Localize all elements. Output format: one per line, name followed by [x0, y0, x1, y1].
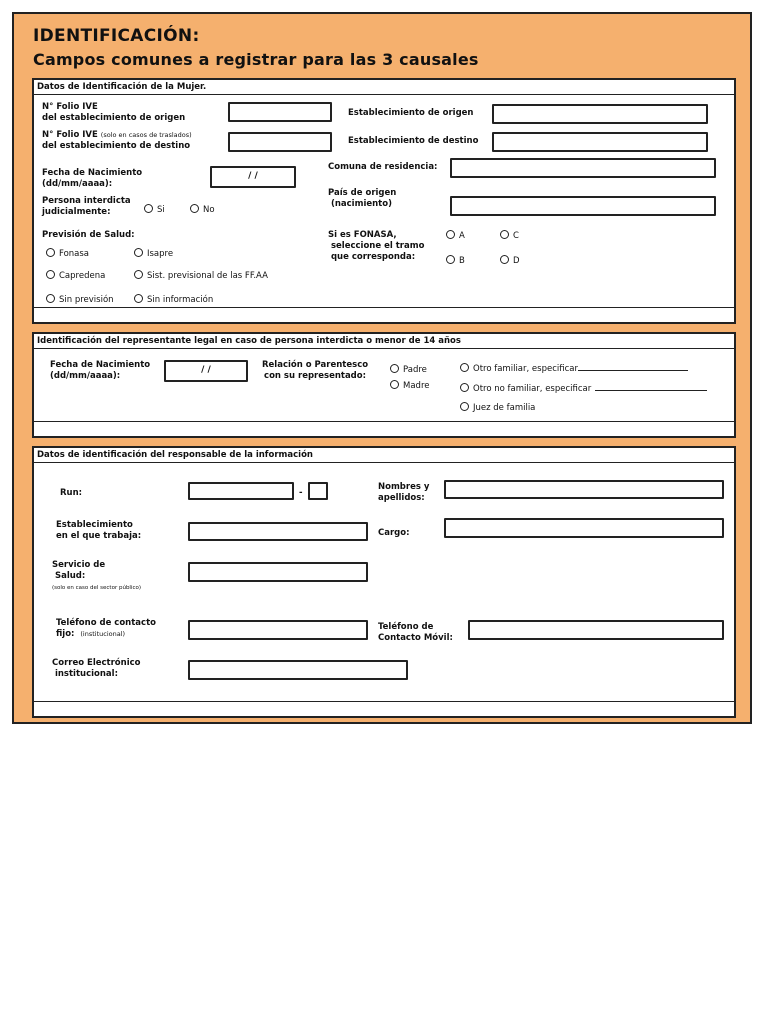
folio-origen-input[interactable]: [228, 102, 332, 122]
tramo-a-label: A: [459, 231, 465, 241]
fecha-nacimiento-label-l2: (dd/mm/aaaa):: [42, 179, 113, 189]
relacion-label-l1: Relación o Parentesco: [262, 360, 369, 370]
rel-otro-familiar-label: Otro familiar, especificar: [473, 364, 578, 374]
folio-destino-label-l1: N° Folio IVE: [42, 130, 98, 140]
radio-circle: [460, 383, 469, 392]
establecimiento-label: [56, 520, 141, 542]
radio-circle: [500, 255, 509, 264]
tel-fijo-input[interactable]: [188, 620, 368, 640]
rel-otro-familiar-line[interactable]: [578, 362, 688, 371]
run-input[interactable]: [188, 482, 294, 500]
section-responsable-title: Datos de identificación del responsable de la información: [34, 448, 734, 463]
correo-label-l2: institucional:: [54, 669, 118, 679]
folio-origen-label: [42, 102, 185, 124]
rep-fecha-input[interactable]: / /: [164, 360, 248, 382]
pais-origen-input[interactable]: [450, 196, 716, 216]
prevision-ffaa-radio[interactable]: [134, 270, 268, 281]
prevision-capredena-label: Capredena: [59, 271, 106, 281]
rep-fecha-label: [50, 360, 150, 382]
comuna-input[interactable]: [450, 158, 716, 178]
relacion-label: [262, 360, 368, 382]
tramo-c-radio[interactable]: [500, 230, 519, 241]
folio-destino-input[interactable]: [228, 132, 332, 152]
tel-movil-label-l2: Contacto Móvil:: [378, 633, 453, 643]
rel-juez-label: Juez de familia: [473, 403, 536, 413]
est-destino-label: Establecimiento de destino: [348, 136, 479, 146]
cargo-label: Cargo:: [378, 528, 410, 538]
correo-label-l1: Correo Electrónico: [52, 658, 141, 668]
est-destino-input[interactable]: [492, 132, 708, 152]
prevision-sin-prevision-label: Sin previsión: [59, 295, 114, 305]
est-origen-input[interactable]: [492, 104, 708, 124]
tel-fijo-label-l1: Teléfono de contacto: [56, 618, 156, 628]
fecha-nacimiento-input[interactable]: / /: [210, 166, 296, 188]
folio-destino-note: (solo en casos de traslados): [100, 131, 192, 139]
rel-madre-radio[interactable]: [390, 380, 429, 391]
interdicta-label-l2: judicialmente:: [42, 207, 111, 217]
tel-movil-label-l1: Teléfono de: [378, 622, 434, 632]
tel-fijo-note: (institucional): [80, 630, 126, 638]
tramo-b-label: B: [459, 256, 465, 266]
radio-circle: [460, 402, 469, 411]
section-representante-footer: [34, 421, 734, 422]
rel-otro-no-familiar-radio[interactable]: [460, 382, 707, 394]
rel-madre-label: Madre: [403, 381, 430, 391]
pais-origen-label-l1: País de origen: [328, 188, 397, 198]
tel-fijo-label-l2: fijo:: [56, 629, 75, 639]
servicio-salud-label: [52, 560, 141, 594]
tel-fijo-label: [56, 618, 156, 640]
rel-padre-radio[interactable]: [390, 364, 427, 375]
rel-padre-label: Padre: [403, 365, 427, 375]
prevision-isapre-label: Isapre: [147, 249, 174, 259]
correo-label: [52, 658, 141, 680]
servicio-salud-label-l2: Salud:: [54, 571, 86, 581]
servicio-salud-label-l1: Servicio de: [52, 560, 106, 570]
rep-fecha-label-l1: Fecha de Nacimiento: [50, 360, 151, 370]
page-subtitle: Campos comunes a registrar para las 3 causales: [33, 50, 479, 69]
run-label: Run:: [60, 488, 83, 498]
fecha-nacimiento-label: [42, 168, 142, 190]
radio-circle: [446, 230, 455, 239]
interdicta-si-label: Si: [157, 205, 165, 215]
prevision-fonasa-radio[interactable]: [46, 248, 89, 259]
correo-input[interactable]: [188, 660, 408, 680]
tramo-a-radio[interactable]: [446, 230, 465, 241]
radio-circle: [46, 294, 55, 303]
tramo-b-radio[interactable]: [446, 255, 465, 266]
establecimiento-label-l2: en el que trabaja:: [56, 531, 142, 541]
prevision-sin-prevision-radio[interactable]: [46, 294, 114, 305]
tramo-c-label: C: [513, 231, 519, 241]
radio-circle: [390, 380, 399, 389]
interdicta-no-label: No: [203, 205, 215, 215]
radio-circle: [46, 270, 55, 279]
rel-otro-no-familiar-label: Otro no familiar, especificar: [473, 384, 592, 394]
pais-origen-label-l2: (nacimiento): [330, 199, 392, 209]
folio-destino-label: [42, 130, 192, 152]
tramo-label-l2: seleccione el tramo: [330, 241, 425, 251]
prevision-capredena-radio[interactable]: [46, 270, 105, 281]
prevision-ffaa-label: Sist. previsional de las FF.AA: [147, 271, 268, 281]
est-origen-label: Establecimiento de origen: [348, 108, 474, 118]
run-dv-input[interactable]: [308, 482, 328, 500]
tel-movil-input[interactable]: [468, 620, 724, 640]
rel-otro-familiar-radio[interactable]: [460, 362, 688, 374]
establecimiento-input[interactable]: [188, 522, 368, 541]
establecimiento-label-l1: Establecimiento: [56, 520, 133, 530]
tel-movil-label: [378, 622, 453, 644]
radio-circle: [390, 364, 399, 373]
radio-circle: [134, 270, 143, 279]
prevision-sin-info-radio[interactable]: [134, 294, 213, 305]
interdicta-label-l1: Persona interdicta: [42, 196, 131, 206]
rep-fecha-label-l2: (dd/mm/aaaa):: [50, 371, 121, 381]
radio-circle: [144, 204, 153, 213]
relacion-label-l2: con su representado:: [264, 371, 367, 381]
prevision-label: Previsión de Salud:: [42, 230, 135, 240]
interdicta-si-radio[interactable]: [144, 204, 165, 215]
nombres-label-l1: Nombres y: [378, 482, 430, 492]
folio-origen-label-l1: N° Folio IVE: [42, 102, 98, 112]
section-mujer-title: Datos de Identificación de la Mujer.: [34, 80, 734, 95]
rel-juez-radio[interactable]: [460, 402, 535, 413]
servicio-salud-note: (solo en caso del sector público): [52, 585, 142, 591]
folio-origen-label-l2: del establecimiento de origen: [42, 113, 186, 123]
prevision-fonasa-label: Fonasa: [59, 249, 90, 259]
cargo-input[interactable]: [444, 518, 724, 538]
nombres-input[interactable]: [444, 480, 724, 499]
section-representante-title: Identificación del representante legal en caso de persona interdicta o menor de 14 años: [34, 334, 734, 349]
tramo-label-l3: que corresponda:: [330, 252, 416, 262]
radio-circle: [190, 204, 199, 213]
radio-circle: [500, 230, 509, 239]
tramo-label-l1: Si es FONASA,: [328, 230, 397, 240]
radio-circle: [446, 255, 455, 264]
servicio-salud-input[interactable]: [188, 562, 368, 582]
prevision-isapre-radio[interactable]: [134, 248, 173, 259]
interdicta-label: [42, 196, 131, 218]
radio-circle: [460, 363, 469, 372]
rel-otro-no-familiar-line[interactable]: [595, 382, 707, 391]
radio-circle: [134, 248, 143, 257]
section-mujer-footer: [34, 307, 734, 308]
section-mujer: [32, 78, 736, 324]
tramo-d-label: D: [513, 256, 520, 266]
prevision-sin-info-label: Sin información: [147, 295, 214, 305]
fecha-nacimiento-label-l1: Fecha de Nacimiento: [42, 168, 143, 178]
radio-circle: [46, 248, 55, 257]
section-responsable-footer: [34, 701, 734, 702]
nombres-label-l2: apellidos:: [378, 493, 425, 503]
section-responsable: [32, 446, 736, 718]
section-representante: [32, 332, 736, 438]
tramo-label: [328, 230, 424, 263]
folio-destino-label-l2: del establecimiento de destino: [42, 141, 191, 151]
pais-origen-label: [328, 188, 396, 210]
tramo-d-radio[interactable]: [500, 255, 520, 266]
comuna-label: Comuna de residencia:: [328, 162, 438, 172]
nombres-label: [378, 482, 429, 504]
page-title: IDENTIFICACIÓN:: [33, 26, 200, 46]
radio-circle: [134, 294, 143, 303]
interdicta-no-radio[interactable]: [190, 204, 215, 215]
run-dash: -: [299, 488, 303, 498]
